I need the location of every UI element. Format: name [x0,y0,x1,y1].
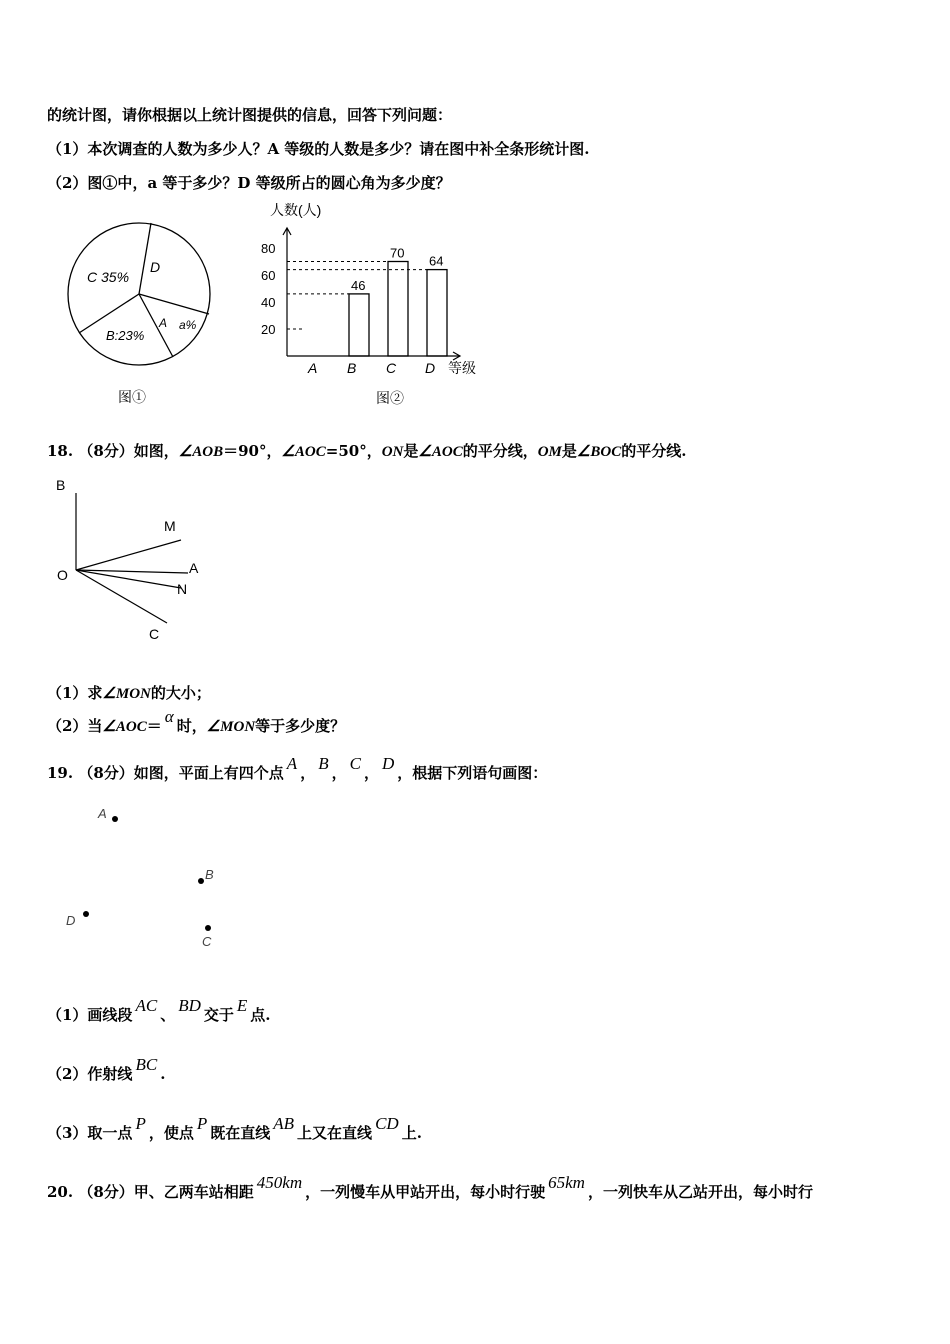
q19-sep: ， [331,764,347,782]
pie-label-b: B:23% [106,328,145,343]
q18-text: ＝90°， [223,442,282,460]
q19-text: （8分）如图，平面上有四个点 [78,764,284,782]
q19-line-ab: AB [273,1114,295,1133]
q19-sub1-text: 交于 [203,1006,234,1024]
q18-sub2-text: 时， [176,717,207,735]
q18-text: 的平分线. [621,442,687,460]
q17-part2: （2）图①中，a 等于多少？D 等级所占的圆心角为多少度？ [47,174,451,192]
bar-ytick-label: 40 [261,295,276,310]
q18-alpha: α [164,707,174,726]
q20-distance: 450km [256,1173,303,1192]
bar-caption: 图② [376,390,404,406]
q20-stem [47,1173,813,1202]
bar-value-label: 70 [390,245,405,261]
q20-slow-speed: 65km [548,1173,585,1192]
bar-b [349,294,369,356]
q18-sub2-text: ＝ [146,717,162,735]
bar-value-label: 46 [351,277,366,293]
bar-category-label: D [425,360,436,376]
pie-caption: 图① [118,389,146,405]
q18-angle-mon: ∠MON [102,686,151,702]
bar-ytick-label: 80 [261,241,276,256]
fig19-label-a: A [98,806,107,821]
bar-xlabel: 等级 [448,360,476,376]
q20-text: （8分）甲、乙两车站相距 [78,1183,254,1201]
q19-line-cd: CD [375,1114,399,1133]
q19-point-d: D [381,754,395,773]
bar-category-label: B [347,360,357,376]
q19-sub1 [47,996,271,1025]
q19-sub2 [47,1055,166,1084]
q18-text: 的平分线， [462,442,538,460]
q18-ray-on: ON [381,444,404,460]
fig18-label-n: N [177,581,188,597]
q19-sub3-text: 既在直线 [210,1124,271,1142]
q18-text: 是 [561,442,577,460]
q18-sub2-text: （2）当 [47,717,103,735]
q18-text: =50°， [325,442,382,460]
q18-angle-aoc: ∠AOC [281,444,326,460]
fig18-label-c: C [149,626,160,642]
q18-stem [47,440,686,461]
q19-number: 19. [47,764,74,782]
fig19-label-b: B [205,867,214,882]
q18-angle-aoc: ∠AOC [102,719,147,735]
bar-d [427,270,447,356]
q20-text: ，一列快车从乙站开出，每小时行 [587,1183,813,1201]
q19-sub2-text: （2）作射线 [47,1065,133,1083]
bar-category-label: C [386,360,397,376]
q17-part1: （1）本次调查的人数为多少人？A 等级的人数是多少？请在图中补全条形统计图. [47,140,590,158]
q19-ray-bc: BC [135,1055,158,1074]
q19-point-b: B [318,754,329,773]
bar-ytick-label: 60 [261,268,276,283]
q19-sub3 [47,1114,422,1143]
q19-stem [47,754,548,783]
q19-segment-bd: BD [178,996,201,1015]
points-figure-19 [60,800,230,955]
bar-ylabel: 人数(人) [270,202,322,218]
pie-label-d: D [150,259,161,275]
q19-sub3-text: 上. [401,1124,422,1142]
q19-sub1-text: （1）画线段 [47,1006,133,1024]
fig18-label-o: O [57,567,68,583]
q18-sub1-text: （1）求 [47,684,103,702]
bar-category-label: A [308,360,318,376]
pie-label-apct: a% [179,318,197,332]
q18-ray-om: OM [537,444,562,460]
q19-point-c: C [349,754,361,773]
q19-sub3-text: （3）取一点 [47,1124,133,1142]
fig18-label-m: M [164,518,176,534]
q18-sub2-text: 等于多少度？ [255,717,346,735]
pie-label-a: A [159,316,168,330]
q18-sub1-text: 的大小； [150,684,211,702]
q19-sub3-text: 上又在直线 [297,1124,373,1142]
angle-figure-18 [50,470,220,645]
pie-label-c: C 35% [87,269,130,285]
fig19-label-d: D [66,913,76,928]
q18-angle-aoc: ∠AOC [418,444,463,460]
fig18-label-a: A [189,560,199,576]
q19-sub2-text: . [160,1065,166,1083]
q18-angle-aob: ∠AOB [178,444,224,460]
q19-segment-ac: AC [135,996,158,1015]
bar-ytick-label: 20 [261,322,276,337]
q19-sub1-text: 点. [250,1006,271,1024]
q19-sep: ， [300,764,316,782]
fig18-label-b: B [56,477,66,493]
q18-angle-boc: ∠BOC [576,444,622,460]
q20-text: ，一列慢车从甲站开出，每小时行驶 [305,1183,546,1201]
q19-point-p: P [135,1114,146,1133]
q19-sep: ， [363,764,379,782]
q18-score: （8分）如图， [78,442,179,460]
bar-value-label: 64 [429,253,444,269]
q19-point-a: A [286,754,298,773]
q19-text: ，根据下列语句画图： [397,764,548,782]
q18-sub1 [47,682,211,703]
q18-number: 18. [47,442,74,460]
q19-sub3-text: ，使点 [148,1124,194,1142]
q18-sub2 [47,707,346,736]
q17-intro: 的统计图，请你根据以上统计图提供的信息，回答下列问题： [47,106,453,124]
bar-c [388,262,408,357]
q19-point-e: E [236,996,248,1015]
q19-point-p: P [196,1114,208,1133]
q19-sub1-text: 、 [160,1006,176,1024]
q18-text: 是 [403,442,419,460]
fig19-label-c: C [202,934,212,949]
bar-chart-figure [250,198,490,410]
q20-number: 20. [47,1183,74,1201]
pie-chart-figure [62,205,222,410]
q18-angle-mon: ∠MON [206,719,256,735]
